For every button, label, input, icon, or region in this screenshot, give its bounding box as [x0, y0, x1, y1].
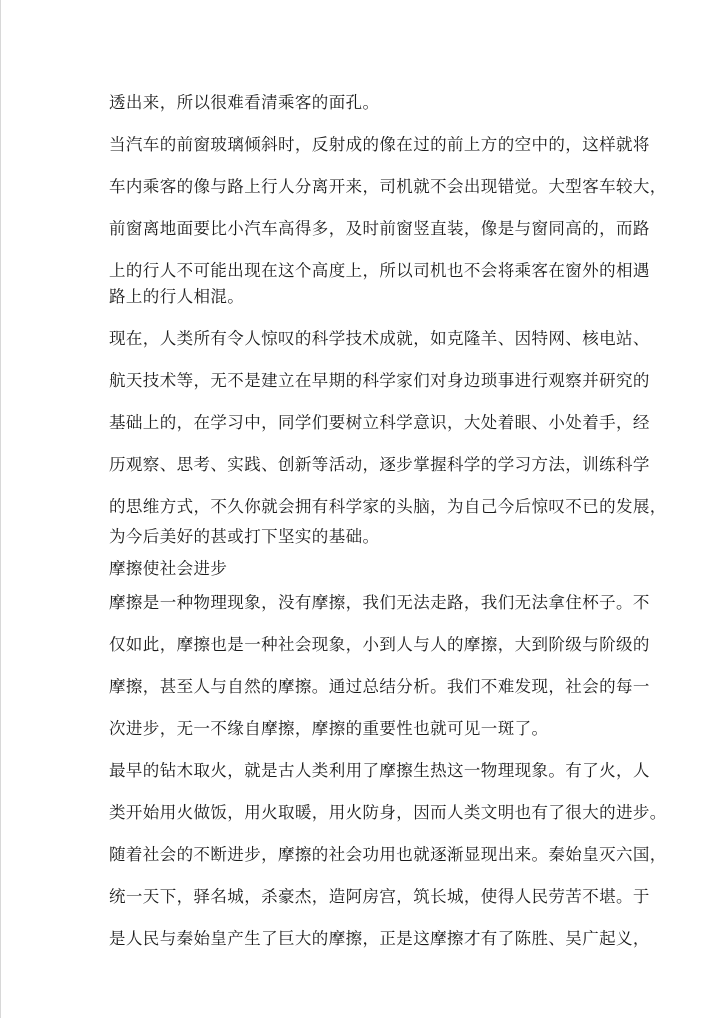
paragraph-line: 随着社会的不断进步，摩擦的社会功用也就逐渐显现出来。秦始皇灭六国，: [109, 845, 667, 864]
paragraph-line: 最早的钻木取火，就是古人类利用了摩擦生热这一物理现象。有了火，人: [109, 761, 650, 780]
paragraph-line: 路上的行人相混。: [109, 287, 245, 306]
paragraph-line: 摩擦，甚至人与自然的摩擦。通过总结分析。我们不难发现，社会的每一: [109, 677, 650, 696]
section-heading: 摩擦使社会进步: [109, 559, 228, 578]
paragraph-line: 上的行人不可能出现在这个高度上，所以司机也不会将乘客在窗外的相遇: [109, 261, 650, 280]
paragraph-line: 现在，人类所有令人惊叹的科学技术成就，如克隆羊、因特网、核电站、: [109, 329, 650, 348]
paragraph-line: 摩擦是一种物理现象，没有摩擦，我们无法走路，我们无法拿住杯子。不: [109, 593, 650, 612]
paragraph-line: 车内乘客的像与路上行人分离开来，司机就不会出现错觉。大型客车较大，: [109, 177, 667, 196]
paragraph-line: 航天技术等，无不是建立在早期的科学家们对身边琐事进行观察并研究的: [109, 371, 650, 390]
paragraph-line: 前窗离地面要比小汽车高得多，及时前窗竖直装，像是与窗同高的，而路: [109, 219, 650, 238]
paragraph-line: 的思维方式，不久你就会拥有科学家的头脑，为自己今后惊叹不已的发展，: [109, 497, 667, 516]
paragraph-line: 透出来，所以很难看清乘客的面孔。: [109, 93, 380, 112]
paragraph-line: 仅如此，摩擦也是一种社会现象，小到人与人的摩擦，大到阶级与阶级的: [109, 635, 650, 654]
paragraph-line: 次进步，无一不缘自摩擦，摩擦的重要性也就可见一斑了。: [109, 719, 549, 738]
paragraph-line: 统一天下，驿名城，杀豪杰，造阿房宫，筑长城，使得人民劳苦不堪。于: [109, 887, 650, 906]
paragraph-line: 是人民与秦始皇产生了巨大的摩擦，正是这摩擦才有了陈胜、吴广起义，: [109, 929, 650, 948]
paragraph-line: 历观察、思考、实践、创新等活动，逐步掌握科学的学习方法，训练科学: [109, 455, 650, 474]
paragraph-line: 当汽车的前窗玻璃倾斜时，反射成的像在过的前上方的空中的，这样就将: [109, 135, 650, 154]
paragraph-line: 类开始用火做饭，用火取暖，用火防身，因而人类文明也有了很大的进步。: [109, 803, 667, 822]
paragraph-line: 为今后美好的甚或打下坚实的基础。: [109, 527, 380, 546]
paragraph-line: 基础上的，在学习中，同学们要树立科学意识，大处着眼、小处着手，经: [109, 413, 650, 432]
